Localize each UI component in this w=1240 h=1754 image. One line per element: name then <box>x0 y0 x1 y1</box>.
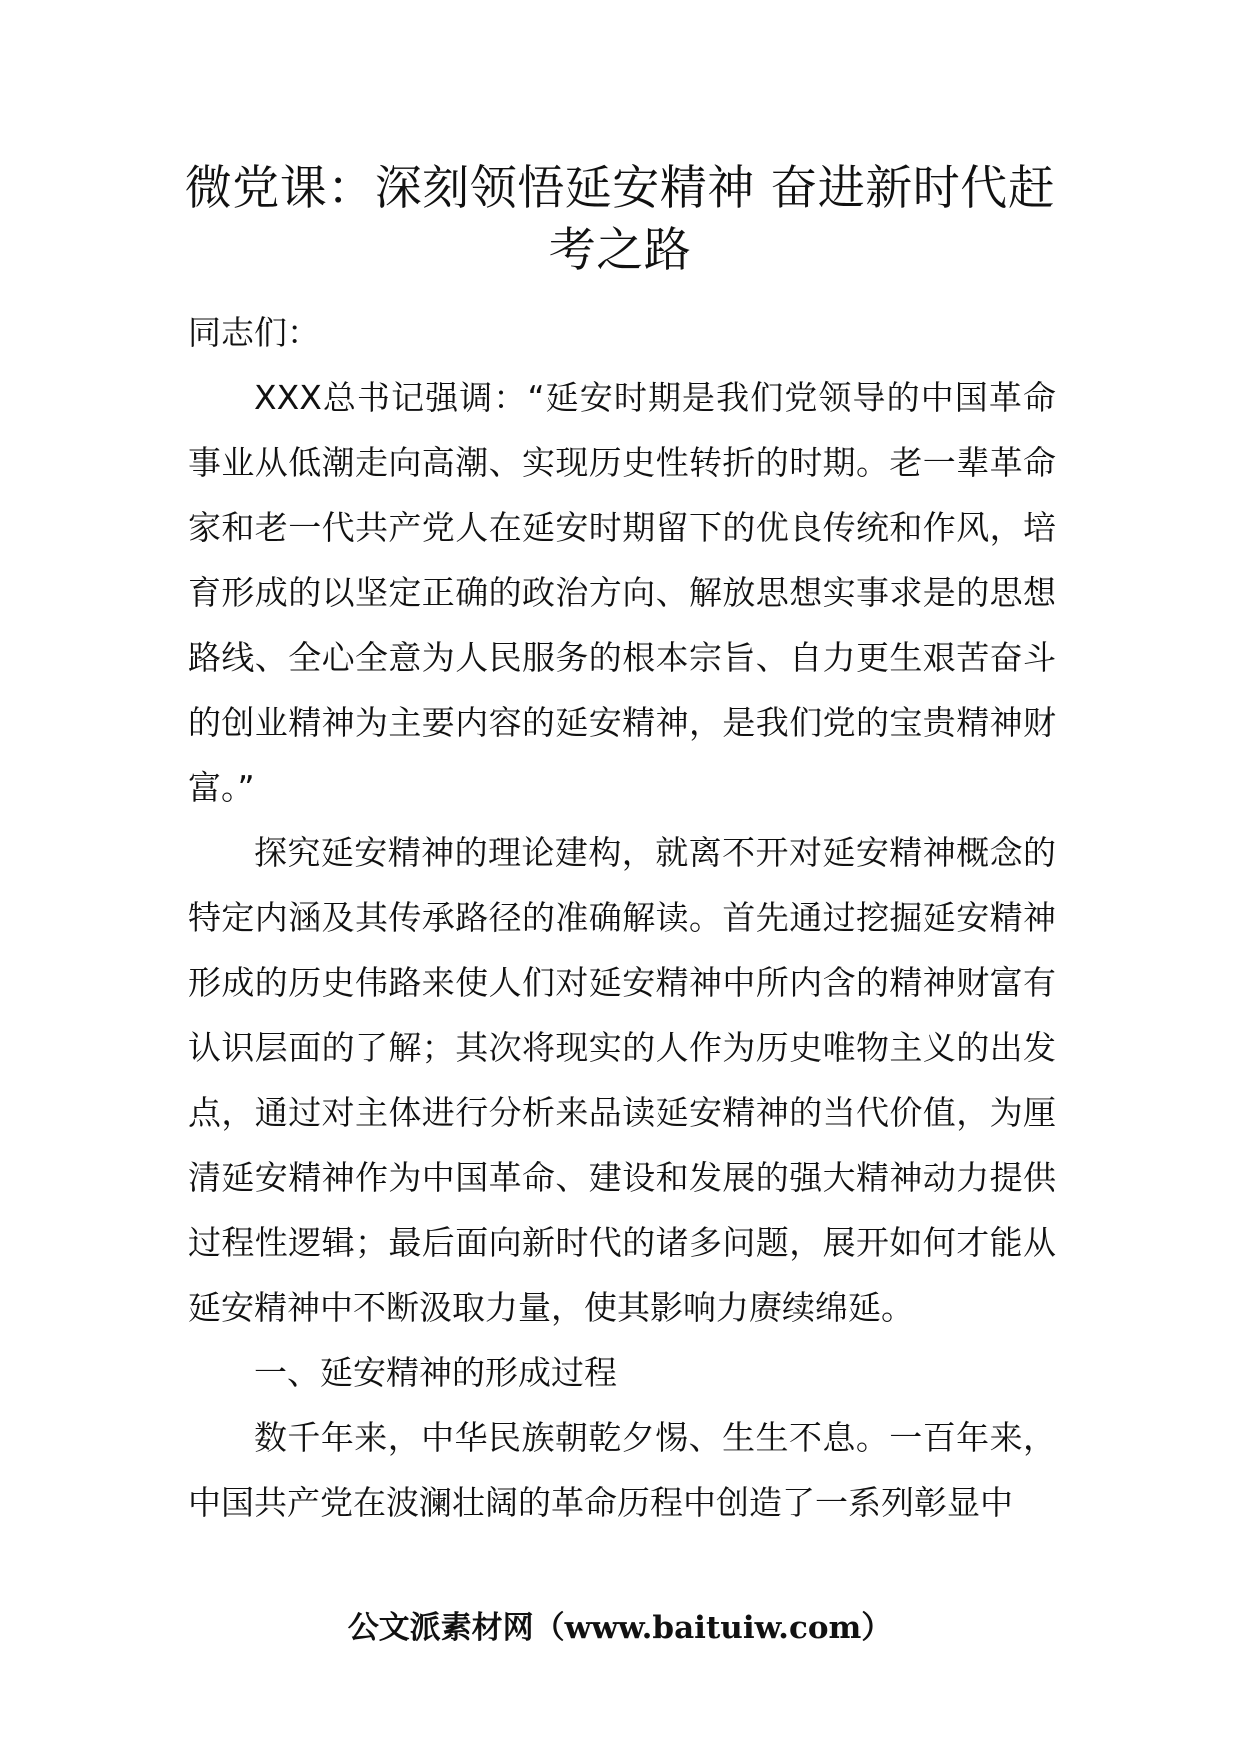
paragraph-intro: 探究延安精神的理论建构，就离不开对延安精神概念的特定内涵及其传承路径的准确解读。首先通过挖掘延安精神形成的历史伟路来使人们对延安精神中所内含的精神财富有认识层面的了解；其次将现实的人作为历史唯物主义的出发点，通过对主体进行分析来品读延安精神的当代价值，为厘清延安精神作为中国革命、建设和发展的强大精神动力提供过程性逻辑；最后面向新时代的诸多问题，展开如何才能从延安精神中不断汲取力量，使其影响力赓续绵延。 <box>188 833 1056 1327</box>
salutation: 同志们： <box>188 313 320 352</box>
footer-watermark: 公文派素材网（www.baituiw.com） <box>347 1610 893 1646</box>
document-title: 微党课：深刻领悟延安精神 奋进新时代赶考之路 <box>184 161 1056 278</box>
paragraph-quote: XXX总书记强调：“延安时期是我们党领导的中国革命事业从低潮走向高潮、实现历史性转折的时期。老一辈革命家和老一代共产党人在延安时期留下的优良传统和作风，培育形成的以坚定正确的政治方向、解放思想实事求是的思想路线、全心全意为人民服务的根本宗旨、自力更生艰苦奋斗的创业精神为主要内容的延安精神，是我们党的宝贵精神财富。” <box>188 378 1056 807</box>
document-body <box>188 300 1056 1535</box>
section-paragraph: 数千年来，中华民族朝乾夕惕、生生不息。一百年来，中国共产党在波澜壮阔的革命历程中创造了一系列彰显中 <box>188 1418 1056 1522</box>
section-heading: 一、延安精神的形成过程 <box>254 1353 617 1392</box>
